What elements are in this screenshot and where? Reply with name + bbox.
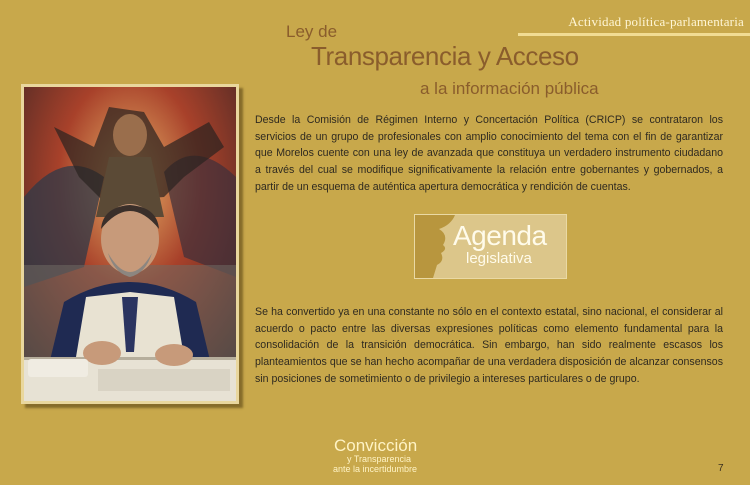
footer-title: Convicción (334, 436, 418, 455)
agenda-legislativa-logo (414, 214, 567, 279)
portrait-photo (21, 84, 239, 404)
footer-subtitle-2: ante la incertidumbre (333, 464, 418, 474)
body-paragraph-2: Se ha convertido ya en una constante no sólo en el contexto estatal, sino nacional, el considerar al acuerdo o pacto entre las diversas expresiones políticas como elemento fundamental para la consolidación de la transición democrática. Sin embargo, han sido realmente escasos los planteamientos que se han hecho acompañar de una verdadera disposición de alcanzar consensos sin posiciones de sometimiento o de privilegio a intereses particulares o de grupo. (255, 306, 723, 385)
title-line-3: a la información pública (420, 79, 599, 98)
portrait-illustration (24, 87, 236, 401)
section-header-bar (518, 14, 750, 36)
logo-text-agenda: Agenda (453, 220, 547, 251)
title-line-1: Ley de (286, 22, 338, 41)
body-paragraph-1: Desde la Comisión de Régimen Interno y Concertación Política (CRICP) se contrataron los servicios de un grupo de profesionales con amplio conocimiento del tema con el fin de garantizar que Morelos cuente con una ley de avanzada que constituya un verdadero instrumento ciudadano a través del cual se modifique significativamente la relación entre gobernantes y gobernados, a partir de un esquema de auténtica apertura democrática y rendición de cuentas. (255, 114, 723, 193)
title-line-2: Transparencia y Acceso (311, 41, 579, 71)
footer-subtitle-1: y Transparencia (347, 454, 412, 464)
page-number: 7 (718, 463, 724, 474)
section-label: Actividad política-parlamentaria (568, 14, 744, 29)
logo-text-legislativa: legislativa (466, 250, 532, 267)
